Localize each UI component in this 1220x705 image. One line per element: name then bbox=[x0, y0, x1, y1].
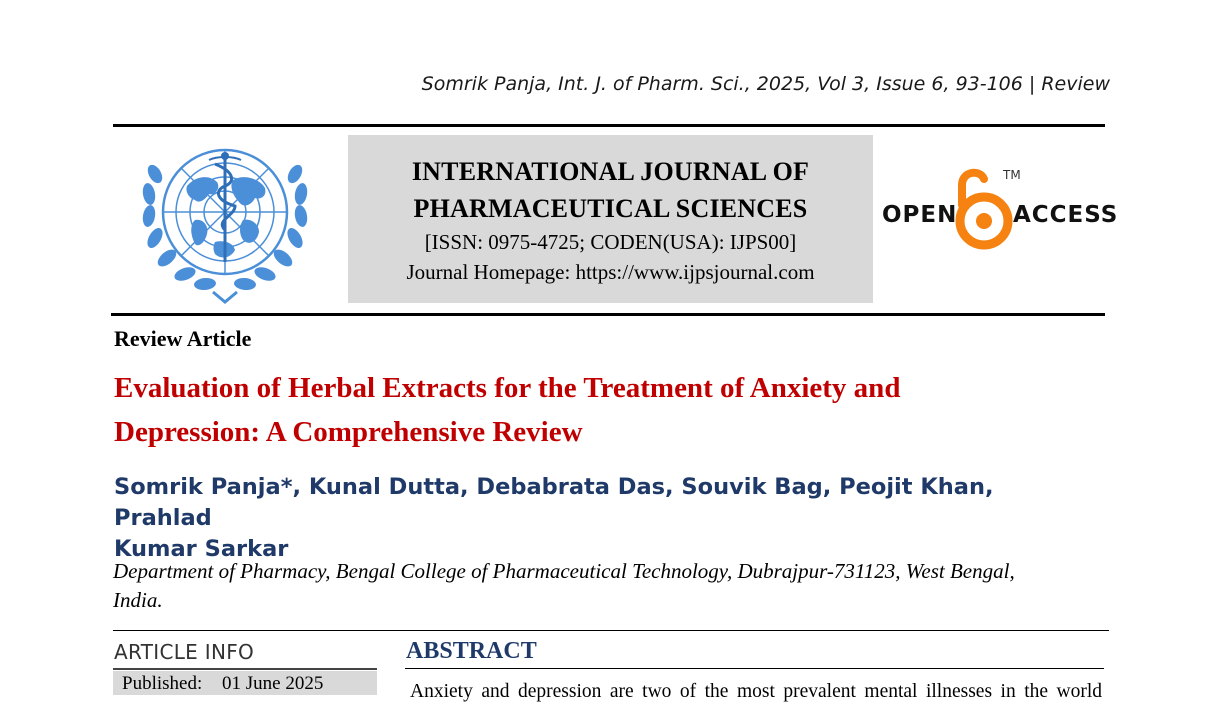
article-info-rule bbox=[113, 668, 377, 670]
open-access-access-text: ACCESS bbox=[1013, 202, 1119, 228]
article-title-line2: Depression: A Comprehensive Review bbox=[114, 416, 583, 448]
abstract-heading: ABSTRACT bbox=[406, 638, 537, 664]
journal-issn: [ISSN: 0975-4725; CODEN(USA): IJPS00] bbox=[424, 230, 797, 254]
published-row bbox=[113, 671, 377, 695]
article-info-heading: ARTICLE INFO bbox=[114, 640, 255, 664]
affiliation-line1: Department of Pharmacy, Bengal College of Pharmaceutical Technology, Dubrajpur-731123, West Bengal, bbox=[113, 559, 1015, 583]
journal-masthead bbox=[348, 135, 873, 303]
author-list-line2: Kumar Sarkar bbox=[114, 536, 289, 562]
header-top-rule bbox=[113, 124, 1105, 127]
journal-name-line2: PHARMACEUTICAL SCIENCES bbox=[413, 194, 808, 223]
open-access-logo bbox=[880, 165, 1119, 255]
section-divider bbox=[113, 630, 1109, 631]
published-label: Published: bbox=[122, 673, 203, 694]
article-title bbox=[114, 366, 1074, 454]
author-list bbox=[114, 472, 1094, 565]
open-access-open-text: OPEN bbox=[882, 202, 958, 228]
article-title-line1: Evaluation of Herbal Extracts for the Treatment of Anxiety and bbox=[114, 372, 901, 404]
affiliation-line2: India. bbox=[113, 588, 163, 612]
un-emblem-icon bbox=[125, 134, 325, 308]
abstract-first-line: Anxiety and depression are two of the most prevalent mental illnesses in the world bbox=[410, 681, 1102, 702]
open-access-trademark: TM bbox=[1003, 168, 1021, 182]
header-bottom-rule bbox=[111, 313, 1105, 316]
abstract-rule bbox=[405, 668, 1104, 669]
author-affiliation bbox=[113, 557, 1093, 615]
journal-name-line1: INTERNATIONAL JOURNAL OF bbox=[411, 157, 810, 186]
published-date: 01 June 2025 bbox=[222, 673, 324, 694]
article-type: Review Article bbox=[114, 326, 252, 351]
running-head: Somrik Panja, Int. J. of Pharm. Sci., 2025, Vol 3, Issue 6, 93-106 | Review bbox=[421, 73, 1110, 95]
author-list-line1: Somrik Panja*, Kunal Dutta, Debabrata Das, Souvik Bag, Peojit Khan, Prahlad bbox=[114, 474, 994, 531]
journal-homepage[interactable]: Journal Homepage: https://www.ijpsjournal.com bbox=[406, 260, 815, 284]
